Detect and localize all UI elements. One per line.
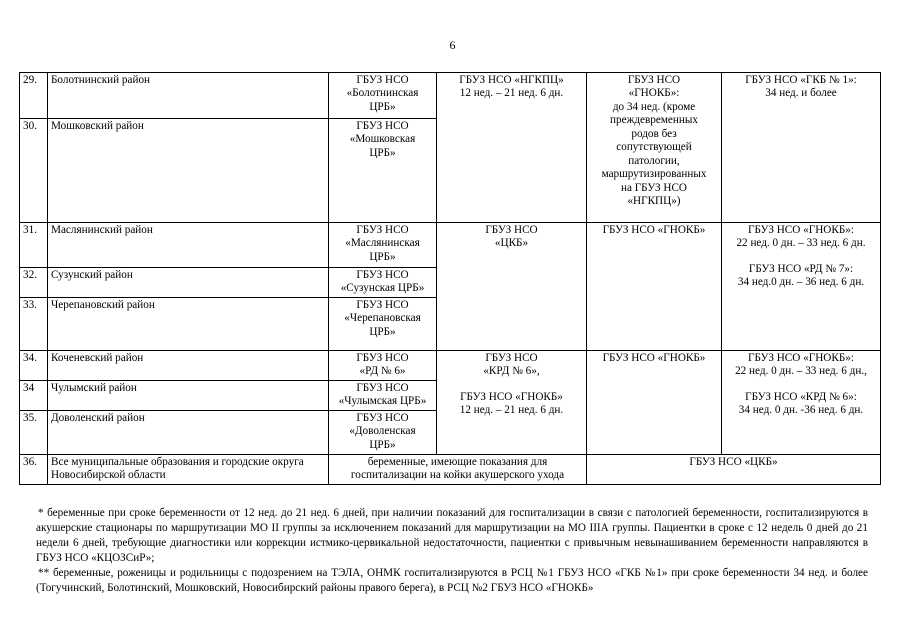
- level3-line: «НГКПЦ»): [627, 194, 681, 207]
- hospital-cell: [329, 381, 437, 411]
- row-number: 31.: [20, 223, 48, 268]
- hospital-line: «РД № 6»: [359, 365, 406, 378]
- hospital-line: ЦРБ»: [369, 146, 396, 159]
- hospital-line: «Чулымская ЦРБ»: [338, 395, 427, 408]
- row-number: 29.: [20, 73, 48, 119]
- district-name: Маслянинский район: [48, 223, 329, 268]
- district-name: Чулымский район: [48, 381, 329, 411]
- level3b-cell: [722, 351, 881, 455]
- district-name: Доволенский район: [48, 410, 329, 454]
- level2-cell: [437, 73, 587, 223]
- table-row: [20, 351, 881, 381]
- level2-line: ГБУЗ НСО «ГНОКБ»: [460, 390, 563, 403]
- level3b-line: 22 нед. 0 дн. – 33 нед. 6 дн.: [736, 237, 866, 250]
- table-row: [20, 73, 881, 119]
- level2-line: ГБУЗ НСО: [485, 352, 538, 364]
- hospital-line: ГБУЗ НСО: [356, 352, 409, 364]
- table-row: [20, 223, 881, 268]
- level2-cell: [437, 223, 587, 351]
- level3-line: маршрутизированных: [601, 168, 707, 181]
- spacer: [725, 251, 877, 263]
- level3-line: сопутствующей: [616, 141, 692, 154]
- spacer: [440, 379, 583, 391]
- spacer: [725, 379, 877, 391]
- hospital-line: «Сузунская ЦРБ»: [340, 282, 425, 295]
- hospital-cell: [329, 351, 437, 381]
- level3b-line: ГБУЗ НСО «ГКБ № 1»:: [745, 74, 857, 86]
- hospital-line: ЦРБ»: [369, 325, 396, 338]
- level3b-line: ГБУЗ НСО «ГНОКБ»:: [748, 352, 854, 364]
- row-number: 35.: [20, 410, 48, 454]
- hospital-line: «Маслянинская: [345, 237, 420, 250]
- hospital-line: ГБУЗ НСО: [356, 74, 409, 86]
- hospital-cell: [329, 454, 587, 484]
- hospital-cell: [329, 268, 437, 298]
- district-name: Коченевский район: [48, 351, 329, 381]
- hospital-cell: [329, 410, 437, 454]
- level3b-line: ГБУЗ НСО «РД № 7»:: [748, 262, 854, 275]
- routing-table: [19, 72, 881, 485]
- level2-line: 12 нед. – 21 нед. 6 дн.: [459, 87, 564, 100]
- hospital-line: ГБУЗ НСО: [356, 120, 409, 132]
- district-name: Болотнинский район: [48, 73, 329, 119]
- hospital-line: «Мошковская: [349, 133, 416, 146]
- table-row: [20, 454, 881, 484]
- level2-cell: [437, 351, 587, 455]
- district-name: Мошковский район: [48, 119, 329, 223]
- level2-line: ГБУЗ НСО «НГКПЦ»: [459, 74, 564, 86]
- hospital-line: ГБУЗ НСО: [356, 224, 409, 236]
- row-number: 32.: [20, 268, 48, 298]
- level2-line: ГБУЗ НСО: [485, 224, 538, 236]
- hospital-line: ЦРБ»: [369, 250, 396, 263]
- row-number: 36.: [20, 454, 48, 484]
- level3b-line: 22 нед. 0 дн. – 33 нед. 6 дн.,: [735, 365, 867, 378]
- level3-cell: [587, 73, 722, 223]
- level3-cell: ГБУЗ НСО «ЦКБ»: [587, 454, 881, 484]
- footnotes: [36, 506, 868, 596]
- level3-line: на ГБУЗ НСО: [620, 181, 688, 194]
- level2-line: «ЦКБ»: [494, 237, 529, 250]
- level2-line: «КРД № 6»,: [483, 365, 540, 378]
- hospital-line: ГБУЗ НСО: [356, 269, 409, 281]
- page-number: 6: [449, 38, 456, 52]
- level3-line: ГБУЗ НСО: [627, 74, 681, 86]
- level3b-line: 34 нед. 0 дн. -36 нед. 6 дн.: [738, 404, 864, 417]
- hospital-line: беременные, имеющие показания для: [367, 455, 548, 468]
- hospital-line: госпитализации на койки акушерского ухода: [350, 469, 565, 482]
- hospital-line: ЦРБ»: [369, 100, 396, 113]
- row-number: 34.: [20, 351, 48, 381]
- level3-cell: ГБУЗ НСО «ГНОКБ»: [587, 351, 722, 455]
- hospital-line: ЦРБ»: [369, 438, 396, 451]
- hospital-line: ГБУЗ НСО: [356, 411, 409, 424]
- level3-line: родов без: [631, 127, 677, 140]
- level3b-cell: [722, 223, 881, 351]
- district-name: Сузунский район: [48, 268, 329, 298]
- hospital-line: «Доволенская: [349, 425, 416, 438]
- district-name: Все муниципальные образования и городские округа Новосибирской области: [48, 454, 329, 484]
- level3-line: «ГНОКБ»:: [628, 87, 680, 100]
- hospital-cell: [329, 298, 437, 351]
- level3-line: патологии,: [628, 154, 680, 167]
- level3b-line: 34 нед. и более: [765, 87, 837, 100]
- level3b-line: ГБУЗ НСО «ГНОКБ»:: [748, 224, 854, 236]
- hospital-cell: [329, 223, 437, 268]
- row-number: 33.: [20, 298, 48, 351]
- level2-line: 12 нед. – 21 нед. 6 дн.: [459, 404, 564, 417]
- level3-line: преждевременных: [610, 114, 698, 127]
- level3b-cell: [722, 73, 881, 223]
- level3b-line: ГБУЗ НСО «КРД № 6»:: [745, 390, 857, 403]
- hospital-cell: [329, 119, 437, 223]
- footnote-2: ** беременные, роженицы и родильницы с подозрением на ТЭЛА, ОНМК госпитализируются в РСЦ №1 ГБУЗ НСО «ГКБ №1» при сроке беременности 34 нед. и более (Тогучинский, Болотинский, Мошковский, Новосибирский районы правого берега), в РСЦ №2 ГБУЗ НСО «ГНОКБ»: [36, 567, 868, 594]
- footnote-1: * беременные при сроке беременности от 12 нед. до 21 нед. 6 дней, при наличии показаний для госпитализации в связи с патологией беременности, госпитализируются в акушерские стационары по маршрутизации МО II группы за исключением показаний для маршрутизации на МО IIIА группы. Пациентки в сроке с 12 недель 0 дней до 21 недели 6 дней, требующие диагностики или коррекции истмико-цервикальной недостаточности, пациентки с привычным невынашиванием беременности направляются в ГБУЗ НСО «КЦОЗСиР»;: [36, 507, 868, 564]
- level3-line: до 34 нед. (кроме: [612, 100, 696, 113]
- level3-cell: ГБУЗ НСО «ГНОКБ»: [587, 223, 722, 351]
- hospital-line: ГБУЗ НСО: [356, 382, 409, 394]
- hospital-cell: [329, 73, 437, 119]
- hospital-line: ГБУЗ НСО: [356, 299, 409, 311]
- row-number: 34: [20, 381, 48, 411]
- hospital-line: «Болотнинская: [346, 87, 419, 100]
- row-number: 30.: [20, 119, 48, 223]
- hospital-line: «Черепановская: [344, 312, 421, 325]
- district-name: Черепановский район: [48, 298, 329, 351]
- level3b-line: 34 нед.0 дн. – 36 нед. 6 дн.: [737, 276, 865, 289]
